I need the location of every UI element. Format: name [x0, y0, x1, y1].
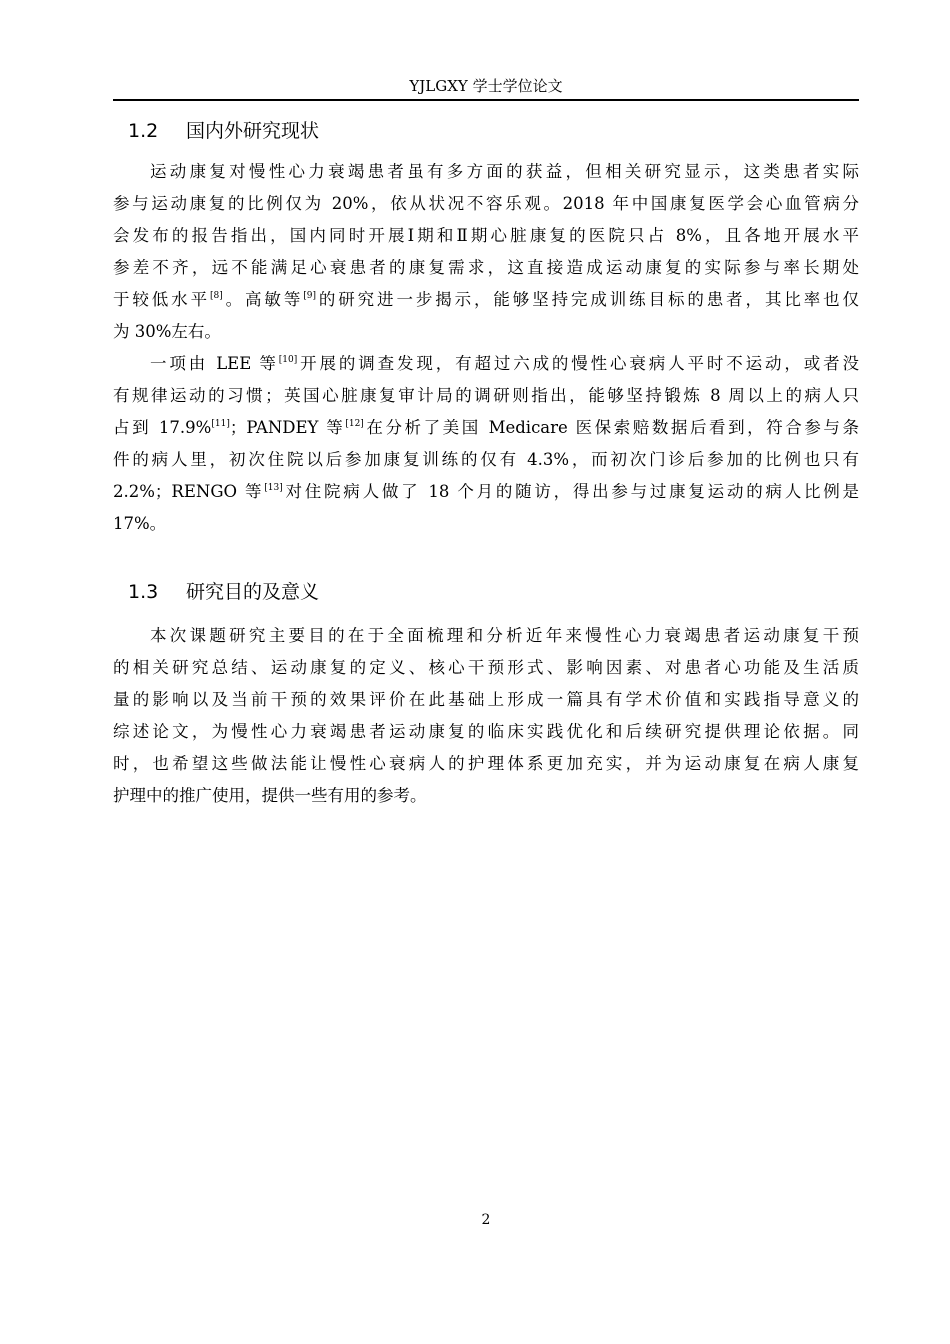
citation: [12]	[345, 419, 364, 429]
text-line: 运动康复对慢性心力衰竭患者虽有多方面的获益，但相关研究显示，这类患者实际	[150, 162, 859, 181]
section-title: 国内外研究现状	[186, 120, 320, 142]
text-segment: 2.2%；RENGO 等	[113, 482, 265, 501]
citation: [9]	[303, 291, 316, 301]
citation: [8]	[209, 291, 223, 301]
text-line: 的相关研究总结、运动康复的定义、核心干预形式、影响因素、对患者心功能及生活质	[113, 658, 859, 677]
text-line: 有规律运动的习惯；英国心脏康复审计局的调研则指出，能够坚持锻炼 8 周以上的病人只	[113, 386, 859, 405]
text-line: 时，也希望这些做法能让慢性心衰病人的护理体系更加充实，并为运动康复在病人康复	[113, 754, 859, 773]
text-segment: 对住院病人做了 18 个月的随访，得出参与过康复运动的病人比例是	[282, 482, 859, 501]
citation: [10]	[278, 355, 298, 365]
citation: [11]	[211, 419, 230, 429]
text-segment: 开展的调查发现，有超过六成的慢性心衰病人平时不运动，或者没	[297, 354, 859, 373]
text-line	[113, 412, 859, 444]
page-number: 2	[481, 1212, 491, 1228]
citation: [13]	[264, 483, 283, 493]
text-line	[113, 284, 859, 316]
section-title: 研究目的及意义	[186, 581, 320, 603]
text-segment: 的研究进一步揭示，能够坚持完成训练目标的患者，其比率也仅	[315, 290, 860, 309]
text-segment: 在分析了美国 Medicare 医保索赔数据后看到，符合参与条	[363, 418, 859, 437]
section-heading-1-2	[128, 119, 319, 143]
text-line: 本次课题研究主要目的在于全面梳理和分析近年来慢性心力衰竭患者运动康复干预	[150, 626, 859, 645]
text-line	[113, 348, 859, 380]
text-segment: 一项由 LEE 等	[150, 354, 279, 373]
section-number: 1.3	[128, 581, 159, 603]
text-segment: ；PANDEY 等	[229, 418, 346, 437]
page-header: YJLGXY 学士学位论文	[409, 77, 563, 95]
paragraph-1-2-b	[113, 348, 859, 540]
text-line: 参与运动康复的比例仅为 20%，依从状况不容乐观。2018 年中国康复医学会心血管病分	[113, 194, 859, 213]
text-line: 参差不齐，远不能满足心衰患者的康复需求，这直接造成运动康复的实际参与率长期处	[113, 258, 859, 277]
header-rule	[113, 99, 859, 101]
section-heading-1-3	[128, 580, 319, 604]
text-line: 量的影响以及当前干预的效果评价在此基础上形成一篇具有学术价值和实践指导意义的	[113, 690, 859, 709]
text-line: 护理中的推广使用，提供一些有用的参考。	[113, 786, 427, 805]
text-segment: 于较低水平	[113, 290, 210, 309]
text-line	[113, 476, 859, 508]
text-segment: 。高敏等	[222, 290, 304, 309]
text-line: 综述论文，为慢性心力衰竭患者运动康复的临床实践优化和后续研究提供理论依据。同	[113, 722, 859, 741]
section-number: 1.2	[128, 120, 159, 142]
text-line: 会发布的报告指出，国内同时开展Ⅰ期和Ⅱ期心脏康复的医院只占 8%，且各地开展水平	[113, 226, 859, 245]
text-segment: 占到 17.9%	[113, 418, 212, 437]
text-line: 为 30%左右。	[113, 322, 221, 341]
paragraph-1-3	[113, 620, 859, 812]
text-line: 件的病人里，初次住院以后参加康复训练的仅有 4.3%，而初次门诊后参加的比例也只有	[113, 450, 859, 469]
paragraph-1-2-a	[113, 156, 859, 348]
text-line: 17%。	[113, 514, 167, 533]
